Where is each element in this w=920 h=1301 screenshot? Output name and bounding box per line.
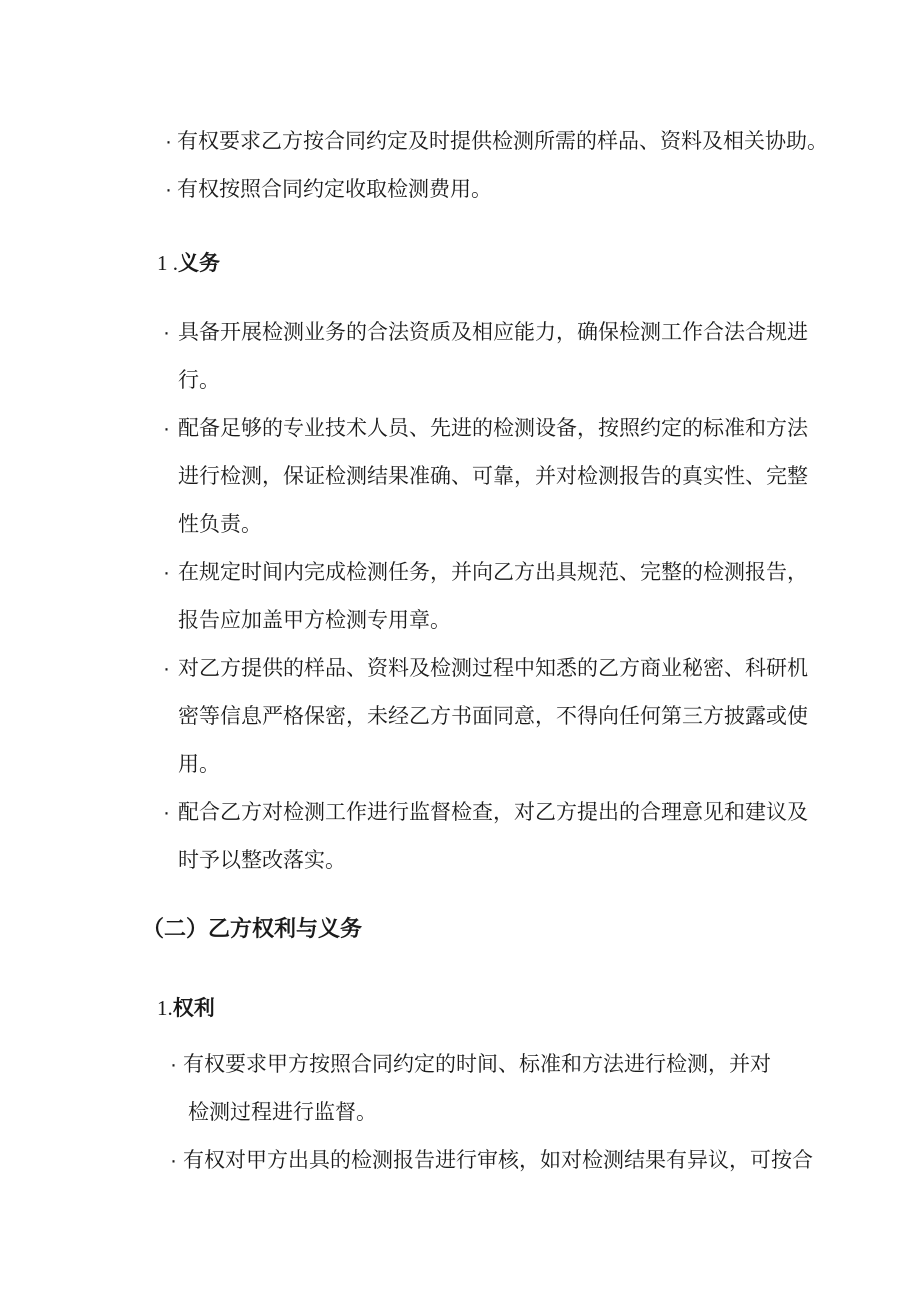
bullet-icon: · <box>163 801 170 824</box>
list-item-text: 有权对甲方出具的检测报告进行审核，如对检测结果有异议，可按合 <box>183 1149 813 1172</box>
list-item-text: 用。 <box>178 753 220 776</box>
list-item-text: 对乙方提供的样品、资料及检测过程中知悉的乙方商业秘密、科研机 <box>178 657 808 680</box>
list-item-text: 具备开展检测业务的合法资质及相应能力，确保检测工作合法合规进 <box>178 321 808 344</box>
heading-number: 1 . <box>157 251 178 275</box>
list-item-text: 行。 <box>178 369 220 392</box>
list-item <box>0 1137 920 1185</box>
party-b-section-heading: （二）乙方权利与义务 <box>142 916 363 941</box>
list-item <box>0 309 920 405</box>
list-item <box>0 549 920 645</box>
list-item-text: 性负责。 <box>178 513 262 536</box>
list-item-text: 配备足够的专业技术人员、先进的检测设备，按照约定的标准和方法 <box>178 417 808 440</box>
list-item-text: 报告应加盖甲方检测专用章。 <box>178 609 451 632</box>
party-b-rights-list <box>0 1041 920 1185</box>
party-a-duties-list <box>0 309 920 885</box>
list-item <box>0 645 920 789</box>
bullet-icon: · <box>165 178 172 201</box>
list-item-text: 有权按照合同约定收取检测费用。 <box>177 178 492 201</box>
heading-title: 义务 <box>178 252 220 275</box>
heading-number: 1. <box>157 996 173 1020</box>
heading-title: 权利 <box>172 997 215 1020</box>
bullet-icon: · <box>170 1053 177 1076</box>
list-item <box>0 166 920 214</box>
bullet-icon: · <box>163 561 170 584</box>
list-item-text: 有权要求乙方按合同约定及时提供检测所需的样品、资料及相关协助。 <box>177 130 828 153</box>
list-item <box>0 789 920 885</box>
list-item-text: 在规定时间内完成检测任务，并向乙方出具规范、完整的检测报告， <box>178 561 808 584</box>
list-item <box>0 118 920 166</box>
bullet-icon: · <box>163 321 170 344</box>
bullet-icon: · <box>163 417 170 440</box>
duties-heading <box>0 239 920 288</box>
list-item-text: 有权要求甲方按照合同约定的时间、标准和方法进行检测，并对 <box>183 1053 771 1076</box>
list-item <box>0 405 920 549</box>
bullet-icon: · <box>165 130 172 153</box>
bullet-icon: · <box>163 657 170 680</box>
list-item-text: 密等信息严格保密，未经乙方书面同意，不得向任何第三方披露或使 <box>178 705 808 728</box>
list-item <box>0 1041 920 1137</box>
party-b-rights-heading <box>0 984 920 1033</box>
list-item-text: 配合乙方对检测工作进行监督检查，对乙方提出的合理意见和建议及 <box>178 801 808 824</box>
bullet-icon: · <box>170 1149 177 1172</box>
list-item-text: 检测过程进行监督。 <box>188 1101 377 1124</box>
party-a-rights-list <box>0 118 920 214</box>
list-item-text: 进行检测，保证检测结果准确、可靠，并对检测报告的真实性、完整 <box>178 465 808 488</box>
list-item-text: 时予以整改落实。 <box>178 849 346 872</box>
